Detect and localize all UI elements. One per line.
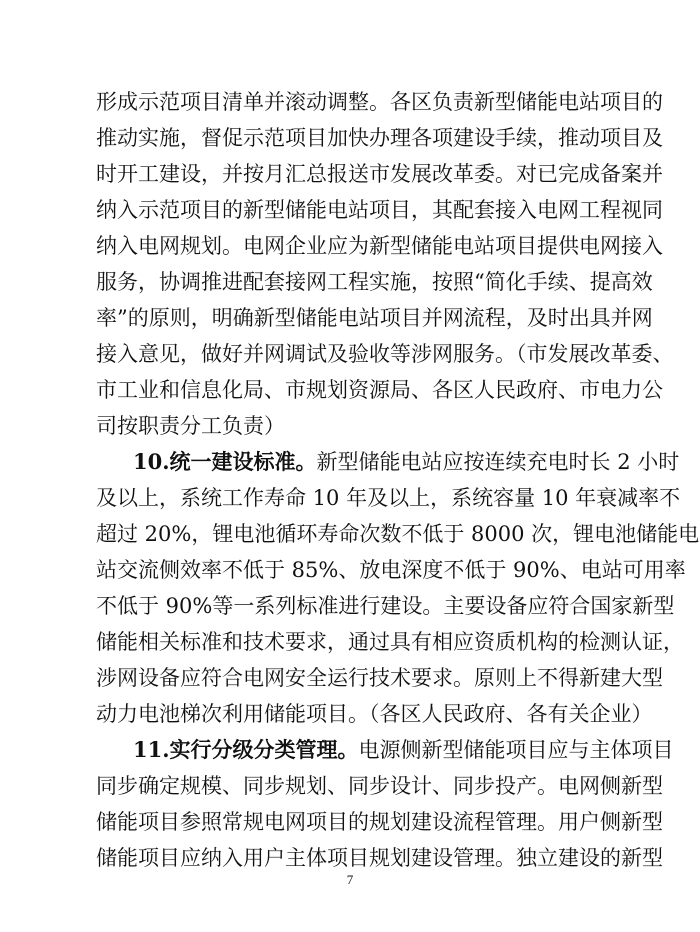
text-line: 及以上，系统工作寿命 10 年及以上，系统容量 10 年衰减率不 [96, 486, 681, 510]
text-line: 动力电池梯次利用储能项目。（各区人民政府、各有关企业） [96, 702, 653, 726]
text-line: 不低于 90%等一系列标准进行建设。主要设备应符合国家新型 [96, 594, 675, 618]
text-line: 形成示范项目清单并滚动调整。各区负责新型储能电站项目的 [96, 90, 663, 114]
text-line: 超过 20%，锂电池循环寿命次数不低于 8000 次，锂电池储能电 [96, 522, 700, 546]
text-line: 储能项目应纳入用户主体项目规划建设管理。独立建设的新型 [96, 846, 663, 870]
text-line: 推动实施，督促示范项目加快办理各项建设手续，推动项目及 [96, 126, 663, 150]
text-line: 站交流侧效率不低于 85%、放电深度不低于 90%、电站可用率 [96, 558, 686, 582]
text-line: 率”的原则，明确新型储能电站项目并网流程，及时出具并网 [96, 306, 653, 330]
text-line: 纳入示范项目的新型储能电站项目，其配套接入电网工程视同 [96, 198, 663, 222]
section-10-heading: 10.统一建设标准。 [133, 449, 317, 474]
text-line: 市工业和信息化局、市规划资源局、各区人民政府、市电力公 [96, 378, 663, 402]
page-number: 7 [346, 872, 354, 887]
text-line: 纳入电网规划。电网企业应为新型储能电站项目提供电网接入 [96, 234, 663, 258]
text-line: 储能相关标准和技术要求，通过具有相应资质机构的检测认证， [96, 630, 684, 654]
section-11-first-line [133, 732, 674, 768]
section-10-first-line [133, 444, 680, 480]
text-line: 同步确定规模、同步规划、同步设计、同步投产。电网侧新型 [96, 774, 663, 798]
text-line: 储能项目参照常规电网项目的规划建设流程管理。用户侧新型 [96, 810, 663, 834]
text-line: 接入意见，做好并网调试及验收等涉网服务。（市发展改革委、 [96, 342, 674, 366]
section-10-first-line-text: 新型储能电站应按连续充电时长 2 小时 [316, 450, 680, 474]
text-line: 司按职责分工负责） [96, 414, 285, 438]
text-line: 服务，协调推进配套接网工程实施，按照“简化手续、提高效 [96, 270, 653, 294]
section-11-first-line-text: 电源侧新型储能项目应与主体项目 [358, 738, 674, 762]
section-11-heading: 11.实行分级分类管理。 [133, 737, 359, 762]
text-line: 时开工建设，并按月汇总报送市发展改革委。对已完成备案并 [96, 162, 663, 186]
text-line: 涉网设备应符合电网安全运行技术要求。原则上不得新建大型 [96, 666, 663, 690]
